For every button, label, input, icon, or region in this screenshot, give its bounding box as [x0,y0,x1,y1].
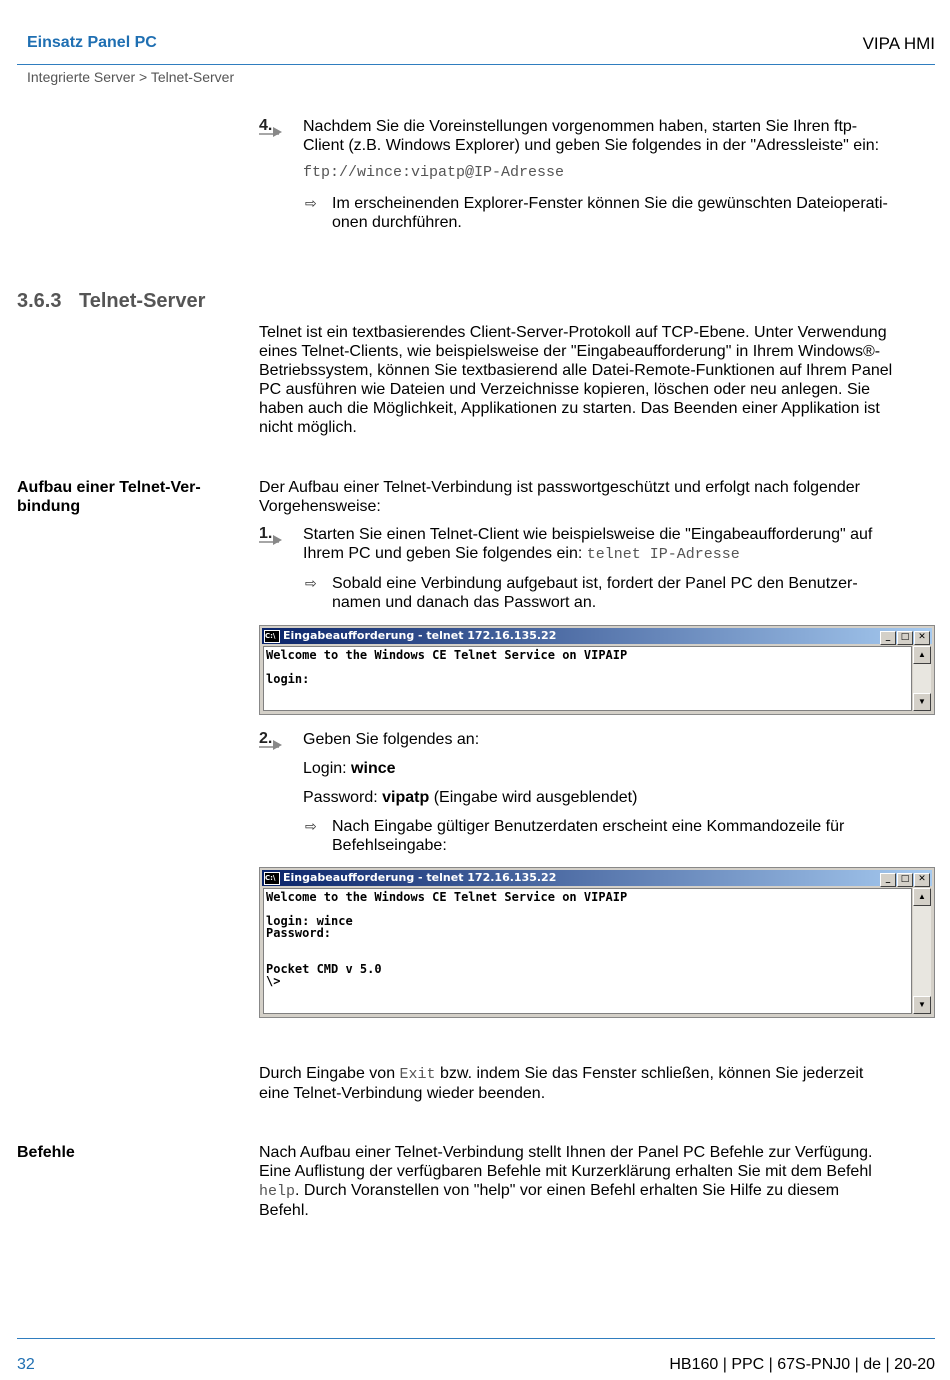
minimize-button[interactable]: _ [880,873,896,887]
breadcrumb: Integrierte Server > Telnet-Server [27,69,235,85]
page-number: 32 [17,1356,35,1373]
step-2-marker [259,730,272,748]
connection-intro: Der Aufbau einer Telnet-Verbindung ist passwortgeschützt und erfolgt nach folgender Vorgehensweise: [259,479,860,515]
header-product-title: VIPA HMI [862,34,935,53]
scroll-down-icon[interactable]: ▼ [913,996,931,1014]
ftp-address-code: ftp://wince:vipatp@IP-Adresse [303,164,565,181]
exit-command-code: Exit [399,1066,436,1083]
scroll-up-icon[interactable]: ▲ [913,888,931,906]
minimize-button[interactable]: _ [880,631,896,645]
step-number: 4. [259,117,273,134]
window-titlebar: C:\ Eingabeaufforderung - telnet 172.16.135.22 _ □ ✕ [262,628,932,644]
close-button[interactable]: ✕ [914,631,930,645]
result-arrow-icon: ⇨ [305,575,317,591]
step-arrow-icon [259,123,283,137]
result-arrow-icon: ⇨ [305,195,317,211]
side-label-connection: Aufbau einer Telnet-Ver- bindung [17,479,201,515]
step-2-text: Geben Sie folgendes an: [303,731,480,748]
maximize-button[interactable]: □ [897,631,913,645]
side-label-commands: Befehle [17,1144,75,1161]
step-1-text: Starten Sie einen Telnet-Client wie beispielsweise die "Eingabeaufforderung" auf Ihrem PC und geben Sie folgendes ein: telnet IP-Adresse [303,526,873,563]
step-2-result: Nach Eingabe gültiger Benutzerdaten erscheint eine Kommandozeile für Befehlseingabe: [332,818,845,854]
footer-divider [17,1338,935,1339]
maximize-button[interactable]: □ [897,873,913,887]
header-divider [17,64,935,65]
step-arrow-icon [259,531,283,545]
scroll-up-icon[interactable]: ▲ [913,646,931,664]
scroll-down-icon[interactable]: ▼ [913,693,931,711]
step-number: 2. [259,730,273,747]
step-1-result: Sobald eine Verbindung aufgebaut ist, fordert der Panel PC den Benutzer- namen und danach das Passwort an. [332,575,858,611]
telnet-window-login [259,625,935,715]
header-chapter-title: Einsatz Panel PC [27,34,157,51]
step-4-marker [259,117,272,135]
telnet-window-session [259,867,935,1018]
step-4-text: Nachdem Sie die Voreinstellungen vorgenommen haben, starten Sie Ihren ftp- Client (z.B. Windows Explorer) und geben Sie folgendes in der "Adressleiste" ein: [303,118,880,154]
telnet-command-code: telnet IP-Adresse [586,546,740,563]
terminal-output[interactable]: Welcome to the Windows CE Telnet Service on VIPAIP login: [263,646,912,711]
password-line: Password: vipatp (Eingabe wird ausgeblendet) [303,789,638,806]
step-1-marker [259,525,272,543]
document-id: HB160 | PPC | 67S-PNJ0 | de | 20-20 [669,1356,935,1373]
window-titlebar: C:\ Eingabeaufforderung - telnet 172.16.135.22 _ □ ✕ [262,870,932,886]
close-button[interactable]: ✕ [914,873,930,887]
exit-paragraph: Durch Eingabe von Exit bzw. indem Sie das Fenster schließen, können Sie jederzeit eine Telnet-Verbindung wieder beenden. [259,1065,864,1102]
step-number: 1. [259,525,273,542]
step-arrow-icon [259,736,283,750]
step-4-result: Im erscheinenden Explorer-Fenster können Sie die gewünschten Dateioperati- onen durchführen. [332,195,888,231]
login-line: Login: wince [303,760,396,777]
section-title: Telnet-Server [79,290,206,312]
help-command-code: help [259,1183,296,1200]
vertical-scrollbar[interactable] [913,646,931,711]
console-icon: C:\ [264,630,280,643]
result-arrow-icon: ⇨ [305,818,317,834]
vertical-scrollbar[interactable] [913,888,931,1014]
terminal-output[interactable]: Welcome to the Windows CE Telnet Service on VIPAIP login: wince Password: Pocket CMD v 5.0 \> [263,888,912,1014]
console-icon: C:\ [264,872,280,885]
section-intro: Telnet ist ein textbasierendes Client-Server-Protokoll auf TCP-Ebene. Unter Verwendung eines Telnet-Clients, wie beispielsweise der "Eingabeaufforderung" in Ihrem Windows®- Betriebssystem, können Sie textbasierend alle Datei-Remote-Funktionen auf Ihrem Panel PC ausführen wie Dateien und Verzeichnisse kopieren, löschen oder neu anlegen. Sie haben auch die Möglichkeit, Applikationen zu starten. Das Beenden einer Applikation ist nicht möglich. [259,324,893,436]
section-number: 3.6.3 [17,290,62,312]
commands-paragraph: Nach Aufbau einer Telnet-Verbindung stellt Ihnen der Panel PC Befehle zur Verfügung. Eine Auflistung der verfügbaren Befehle mit Kurzerklärung erhalten Sie mit dem Befehl help. Durch Voranstellen von "help" vor einen Befehl erhalten Sie Hilfe zu diesem Befehl. [259,1144,873,1219]
